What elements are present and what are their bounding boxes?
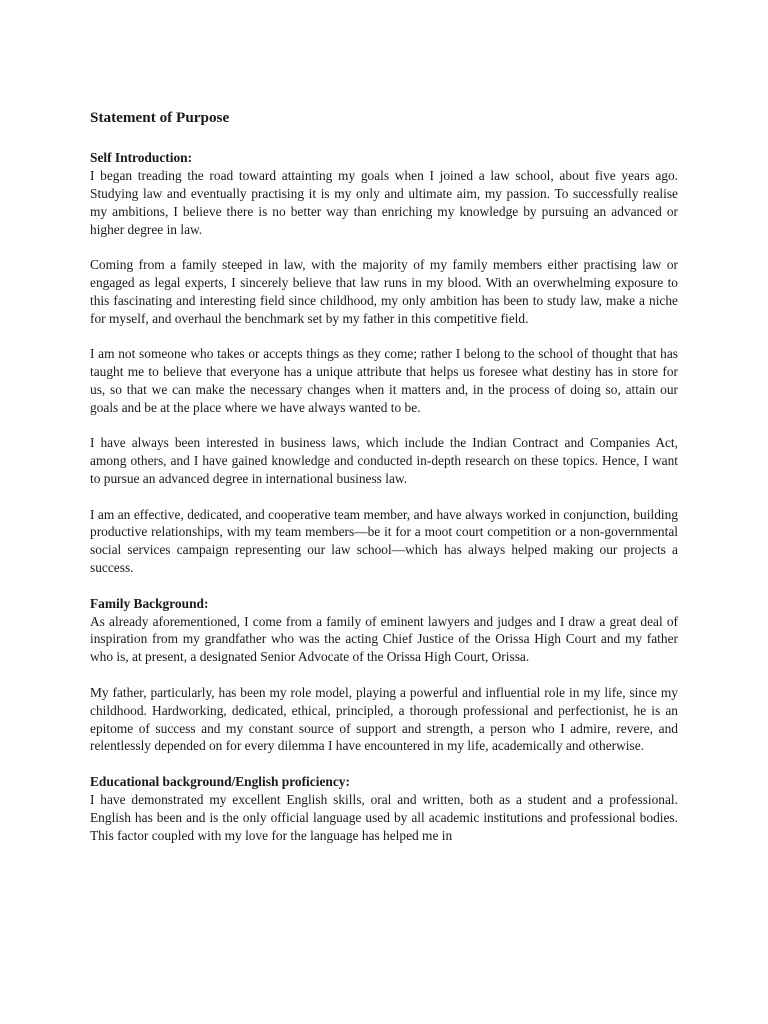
paragraph: Coming from a family steeped in law, with the majority of my family members either practising law or engaged as legal experts, I sincerely believe that law runs in my blood. With an overwhelming exposure to this fascinating and interesting field since childhood, my only ambition has been to study law, make a niche for myself, and overhaul the benchmark set by my father in this competitive field.: [90, 257, 678, 326]
paragraph: As already aforementioned, I come from a family of eminent lawyers and judges and I draw a great deal of inspiration from my grandfather who was the acting Chief Justice of the Orissa High Court and my father who is, at present, a designated Senior Advocate of the Orissa High Court, Orissa.: [90, 613, 678, 665]
section-educational-background: [90, 773, 678, 845]
section-family-background: [90, 595, 678, 756]
paragraph: I have always been interested in business laws, which include the Indian Contract and Companies Act, among others, and I have gained knowledge and conducted in-depth research on these topics. Hence, I want to pursue an advanced degree in international business law.: [90, 435, 678, 487]
paragraph: My father, particularly, has been my role model, playing a powerful and influential role in my life, since my childhood. Hardworking, dedicated, ethical, principled, a thorough professional and perfectionist, he is an epitome of success and my constant source of support and strength, a person who I admire, revere, and relentlessly depended on for every dilemma I have encountered in my life, academically and otherwise.: [90, 684, 678, 754]
paragraph: I am not someone who takes or accepts things as they come; rather I belong to the school of thought that has taught me to believe that everyone has a unique attribute that helps us foresee what destiny has in store for us, so that we can make the necessary changes when it matters and, in the process of doing so, attain our goals and be at the place where we have always wanted to be.: [90, 346, 678, 415]
document-page: [90, 108, 678, 862]
section-heading: Educational background/English proficiency:: [90, 773, 350, 789]
paragraph: I am an effective, dedicated, and cooperative team member, and have always worked in conjunction, building productive relationships, with my team members—be it for a moot court competition or a non-governmental social services campaign representing our law school—which has always helped making our projects a success.: [90, 506, 678, 576]
section-self-introduction: [90, 149, 678, 577]
document-title: Statement of Purpose: [90, 109, 230, 126]
section-heading: Family Background:: [90, 595, 209, 611]
paragraph: I have demonstrated my excellent English skills, oral and written, both as a student and a professional. English has been and is the only official language used by all academic institutions and professional bodies. This factor coupled with my love for the language has helped me in: [90, 791, 678, 843]
section-heading: Self Introduction:: [90, 150, 193, 165]
paragraph: I began treading the road toward attainting my goals when I joined a law school, about five years ago. Studying law and eventually practising it is my only and ultimate aim, my passion. To successfully realise my ambitions, I believe there is no better way than enriching my knowledge by pursuing an advanced or higher degree in law.: [90, 167, 678, 237]
